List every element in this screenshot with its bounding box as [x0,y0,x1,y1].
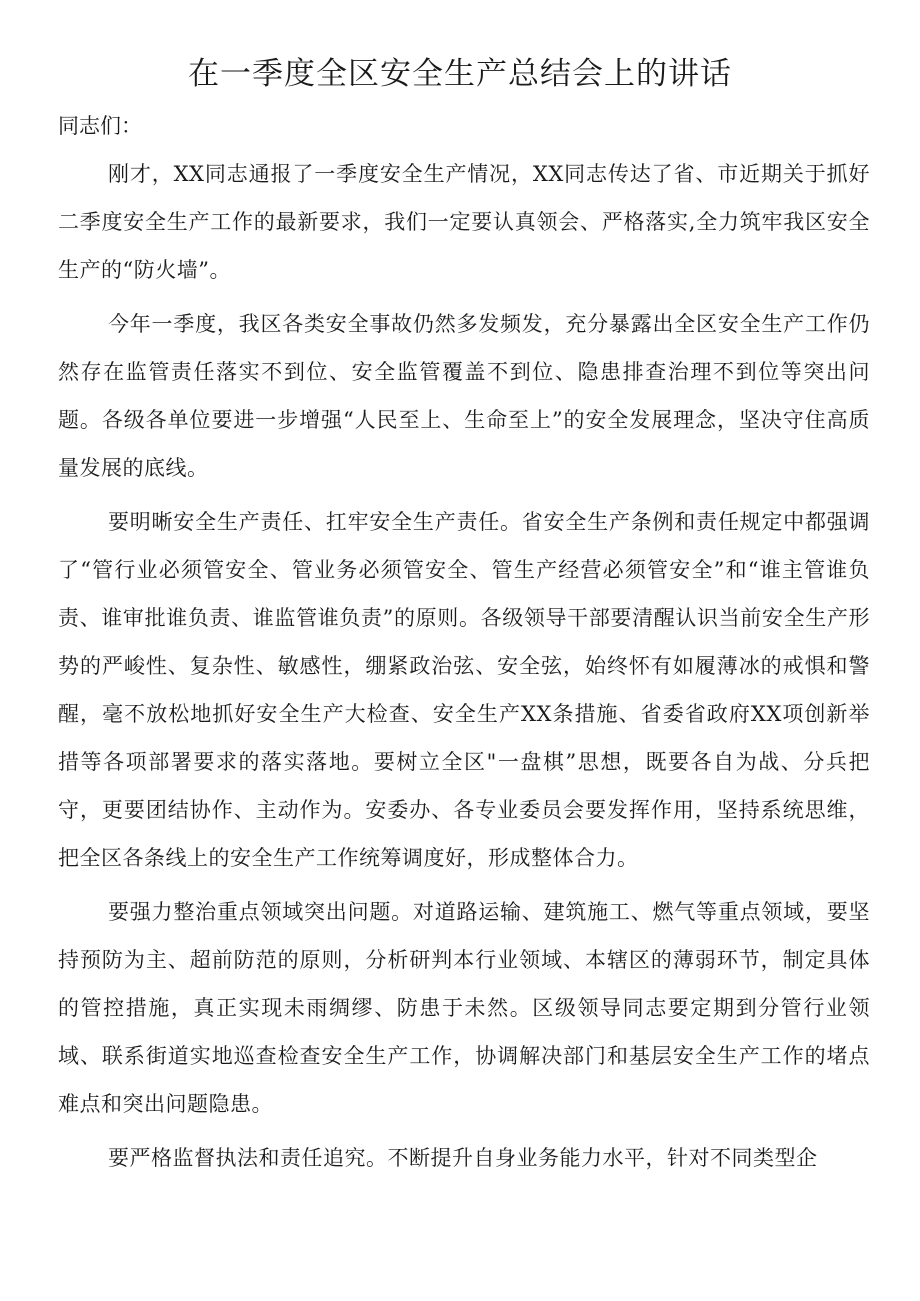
document-title: 在一季度全区安全生产总结会上的讲话 [188,56,732,92]
paragraph-1: 刚才，XX同志通报了一季度安全生产情况，XX同志传达了省、市近期关于抓好二季度安全生产工作的最新要求，我们一定要认真领会、严格落实,全力筑牢我区安全生产的“防火墙”。 [58,162,870,282]
paragraph-3: 要明晰安全生产责任、扛牢安全生产责任。省安全生产条例和责任规定中都强调了“管行业必须管安全、管业务必须管安全、管生产经营必须管安全”和“谁主管谁负责、谁审批谁负责、谁监管谁负责”的原则。各级领导干部要清醒认识当前安全生产形势的严峻性、复杂性、敏感性，绷紧政治弦、安全弦，始终怀有如履薄冰的戒惧和警醒，毫不放松地抓好安全生产大检查、安全生产XX条措施、省委省政府XX项创新举措等各项部署要求的落实落地。要树立全区"一盘棋”思想，既要各自为战、分兵把守，更要团结协作、主动作为。安委办、各专业委员会要发挥作用，坚持系统思维，把全区各条线上的安全生产工作统筹调度好，形成整体合力。 [58,510,870,870]
salutation: 同志们： [58,114,142,138]
document-body [58,150,870,1188]
paragraph-5: 要严格监督执法和责任追究。不断提升自身业务能力水平，针对不同类型企 [108,1146,818,1170]
paragraph-2: 今年一季度，我区各类安全事故仍然多发频发，充分暴露出全区安全生产工作仍然存在监管责任落实不到位、安全监管覆盖不到位、隐患排查治理不到位等突出问题。各级各单位要进一步增强“人民至上、生命至上”的安全发展理念，坚决守住高质量发展的底线。 [58,312,870,480]
paragraph-4: 要强力整治重点领域突出问题。对道路运输、建筑施工、燃气等重点领域，要坚持预防为主、超前防范的原则，分析研判本行业领域、本辖区的薄弱环节，制定具体的管控措施，真正实现未雨绸缪、防患于未然。区级领导同志要定期到分管行业领域、联系街道实地巡查检查安全生产工作，协调解决部门和基层安全生产工作的堵点难点和突出问题隐患。 [58,900,870,1116]
